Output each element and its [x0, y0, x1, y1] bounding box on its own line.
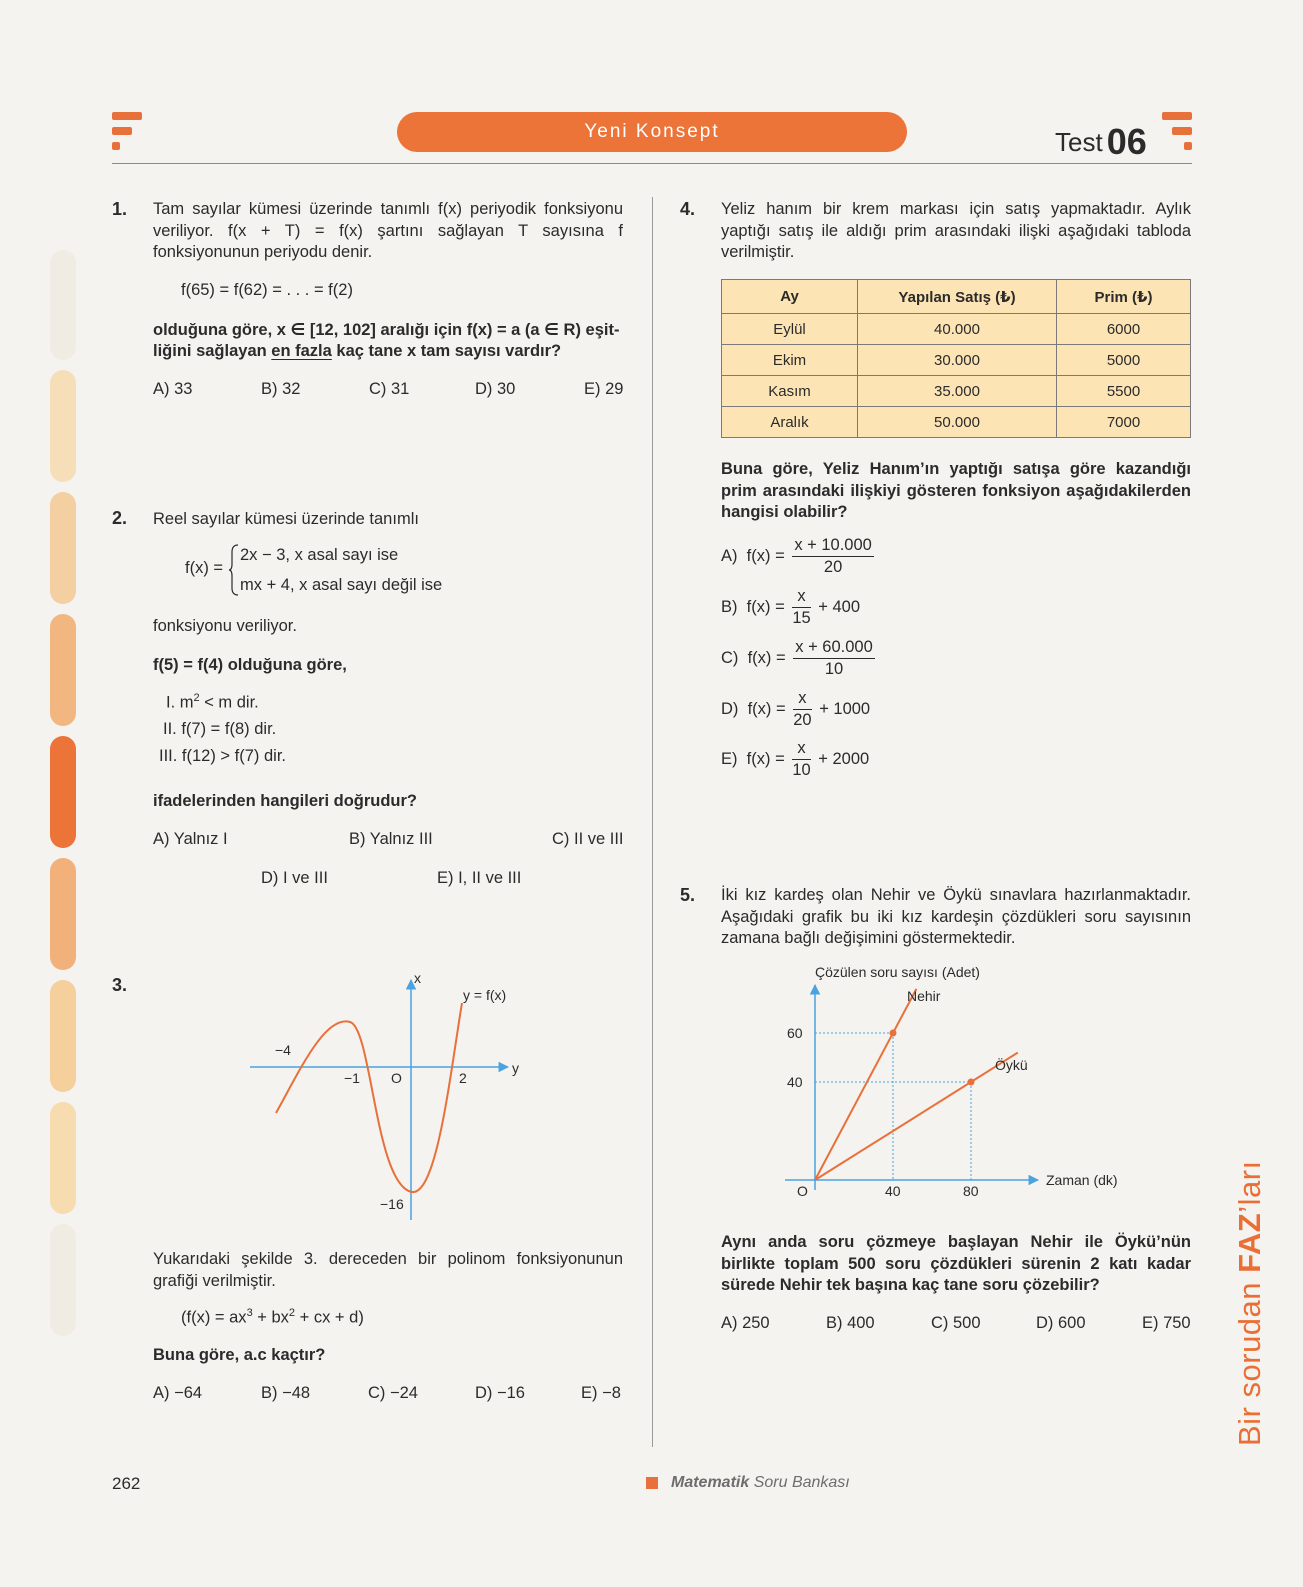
- tick-label: 2: [459, 1070, 467, 1086]
- question-text: İki kız kardeş olan Nehir ve Öykü sınavlara hazırlanmaktadır. Aşağıdaki grafik bu iki kız kardeşin çözdükleri soru sayısının zamana bağlı değişimini göstermektedir.: [721, 886, 1191, 947]
- function-name: f(x) =: [185, 559, 224, 577]
- option-label: E): [721, 749, 738, 768]
- question-condition: f(5) = f(4) olduğuna göre,: [153, 656, 347, 674]
- piecewise-case: 2x − 3, x asal sayı ise: [240, 546, 399, 564]
- eq-part: + cx + d): [295, 1308, 364, 1327]
- question-text: Yeliz hanım bir krem markası için satış yapmaktadır. Aylık yaptığı satış ile aldığı prim arasındaki ilişki aşağıdaki tabloda verilmiştir.: [721, 200, 1191, 261]
- question-text: fonksiyonu veriliyor.: [153, 617, 297, 635]
- exponent: 2: [193, 692, 200, 704]
- table-header: Yapılan Satış (₺): [858, 280, 1057, 314]
- option-addend: + 400: [818, 597, 861, 616]
- question-text: Reel sayılar kümesi üzerinde tanımlı: [153, 510, 419, 528]
- table-cell: 30.000: [858, 345, 1057, 376]
- book-title-rest: Soru Bankası: [749, 1474, 850, 1491]
- table-row: [722, 376, 1191, 407]
- question-number: 3.: [112, 975, 128, 995]
- option-addend: + 1000: [819, 699, 871, 718]
- emphasis-underlined: en fazla: [271, 342, 332, 360]
- piecewise-case: mx + 4, x asal sayı değil ise: [240, 576, 443, 594]
- side-tab: [50, 858, 76, 970]
- fraction: [793, 638, 875, 679]
- table-header: Ay: [722, 280, 858, 314]
- numerator: x: [793, 689, 811, 710]
- option-c[interactable]: C) −24: [368, 1384, 418, 1402]
- logo-bar: [112, 112, 142, 120]
- numerator: x: [792, 587, 810, 608]
- slogan-part: Bir sorudan: [1232, 1272, 1267, 1446]
- header-divider: [112, 163, 1192, 164]
- logo-bar: [1162, 112, 1192, 120]
- side-tab: [50, 370, 76, 482]
- book-title-bold: Matematik: [671, 1474, 750, 1491]
- option-d[interactable]: [721, 689, 870, 730]
- data-point: [890, 1030, 897, 1037]
- polynomial-equation: [181, 1307, 364, 1328]
- table-cell: 50.000: [858, 407, 1057, 438]
- question-text: Tam sayılar kümesi üzerinde tanımlı f(x) periyodik fonksiyonu veriliyor. f(x + T) = f(x) şartını sağlayan T sayısına f fonksiyonunun periyodu denir.: [153, 200, 623, 261]
- side-tab: [50, 1224, 76, 1336]
- x-tick-label: 40: [885, 1183, 901, 1199]
- option-b[interactable]: B) 400: [826, 1314, 875, 1332]
- table-cell: 35.000: [858, 376, 1057, 407]
- option-prefix: f(x) =: [746, 597, 785, 616]
- question-number: 1.: [112, 199, 128, 219]
- denominator: 10: [792, 761, 811, 779]
- numerator: x + 10.000: [792, 536, 874, 557]
- table-cell: Ekim: [722, 345, 858, 376]
- fraction: [792, 536, 874, 577]
- prompt-part: kaç tane x tam sayısı vardır?: [331, 342, 562, 360]
- option-a[interactable]: [721, 536, 877, 577]
- table-cell: Eylül: [722, 314, 858, 345]
- table-cell: 5500: [1057, 376, 1191, 407]
- logo-bar: [1184, 142, 1192, 150]
- slogan-bold: FAZ: [1232, 1212, 1267, 1273]
- option-d[interactable]: D) I ve III: [261, 869, 328, 887]
- side-tab-active: [50, 736, 76, 848]
- option-d[interactable]: D) 600: [1036, 1314, 1086, 1332]
- equation: f(65) = f(62) = . . . = f(2): [181, 281, 353, 299]
- tick-label: −1: [344, 1070, 360, 1086]
- y-axis-label: Çözülen soru sayısı (Adet): [815, 964, 980, 980]
- option-b[interactable]: B) −48: [261, 1384, 311, 1402]
- statement-part: I. m: [166, 693, 194, 712]
- test-word: Test: [1055, 127, 1103, 157]
- question-prompt: [153, 342, 561, 361]
- option-prefix: f(x) =: [746, 546, 785, 565]
- series-line-öykü: [815, 1053, 1018, 1180]
- option-b[interactable]: B) Yalnız III: [349, 830, 433, 848]
- question-text: Yukarıdaki şekilde 3. dereceden bir polinom fonksiyonunun grafiği verilmiştir.: [153, 1250, 623, 1290]
- side-tab: [50, 614, 76, 726]
- axis-label-x: x: [414, 975, 421, 986]
- numerator: x: [792, 739, 810, 760]
- series-label: Öykü: [995, 1057, 1028, 1073]
- table-cell: 6000: [1057, 314, 1191, 345]
- data-point: [968, 1079, 975, 1086]
- option-label: B): [721, 597, 738, 616]
- tick-label: −16: [380, 1196, 404, 1212]
- table-row: [722, 345, 1191, 376]
- option-d[interactable]: D) 30: [475, 380, 516, 398]
- option-d[interactable]: D) −16: [475, 1384, 525, 1402]
- fraction: [793, 689, 811, 730]
- option-e[interactable]: E) I, II ve III: [437, 869, 522, 887]
- option-a[interactable]: A) 250: [721, 1314, 770, 1332]
- y-tick-label: 40: [787, 1074, 803, 1090]
- option-label: C): [721, 648, 739, 667]
- origin-label: O: [391, 1070, 402, 1086]
- question-prompt: olduğuna göre, x ∈ [12, 102] aralığı için f(x) = a (a ∈ R) eşit-: [153, 321, 620, 339]
- piecewise-brace: [228, 544, 240, 596]
- option-a[interactable]: A) −64: [153, 1384, 203, 1402]
- denominator: 20: [793, 711, 812, 729]
- logo-bar: [1172, 127, 1192, 135]
- side-tab: [50, 1102, 76, 1214]
- eq-part: + bx: [252, 1308, 289, 1327]
- table-cell: 5000: [1057, 345, 1191, 376]
- question-number: 2.: [112, 508, 128, 528]
- option-c[interactable]: C) II ve III: [552, 830, 624, 848]
- column-divider: [652, 197, 653, 1447]
- exponent: 3: [246, 1307, 253, 1319]
- side-tab: [50, 250, 76, 360]
- numerator: x + 60.000: [793, 638, 875, 659]
- question-prompt: Buna göre, Yeliz Hanım’ın yaptığı satışa göre kazandığı prim arasındaki ilişkiyi gösteren fonksiyon aşağıdakilerden hangisi olabilir?: [721, 460, 1191, 521]
- fraction: [792, 739, 810, 780]
- exponent: 2: [288, 1307, 296, 1319]
- option-c[interactable]: C) 500: [931, 1314, 981, 1332]
- table-row: [722, 314, 1191, 345]
- eq-part: (f(x) = ax: [181, 1308, 247, 1327]
- cubic-graph: [240, 975, 540, 1230]
- statement-part: < m dir.: [199, 693, 259, 712]
- option-e[interactable]: E) 750: [1142, 1314, 1191, 1332]
- question-prompt: Buna göre, a.c kaçtır?: [153, 1346, 326, 1364]
- prompt-part: liğini sağlayan: [153, 342, 272, 360]
- series-label: Nehir: [907, 988, 941, 1004]
- test-number: 06: [1106, 121, 1147, 162]
- option-a[interactable]: A) 33: [153, 380, 193, 398]
- denominator: 20: [823, 558, 843, 576]
- function-label: y = f(x): [463, 987, 507, 1003]
- option-b[interactable]: B) 32: [261, 380, 301, 398]
- sales-table: [721, 279, 1191, 438]
- option-prefix: f(x) =: [747, 648, 786, 667]
- test-label: [1055, 118, 1147, 160]
- option-c[interactable]: C) 31: [369, 380, 410, 398]
- denominator: 10: [824, 660, 844, 678]
- statement-3: III. f(12) > f(7) dir.: [159, 747, 286, 765]
- option-prefix: f(x) =: [747, 699, 786, 718]
- table-cell: 7000: [1057, 407, 1191, 438]
- option-e[interactable]: E) −8: [581, 1384, 621, 1402]
- option-c[interactable]: [721, 638, 878, 679]
- option-b[interactable]: [721, 587, 860, 628]
- side-tab: [50, 980, 76, 1092]
- function-curve: [276, 1003, 462, 1192]
- tick-label: −4: [275, 1042, 291, 1058]
- option-label: A): [721, 546, 738, 565]
- x-tick-label: 80: [963, 1183, 979, 1199]
- question-prompt: ifadelerinden hangileri doğrudur?: [153, 792, 418, 810]
- option-prefix: f(x) =: [746, 749, 785, 768]
- option-e[interactable]: E) 29: [584, 380, 624, 398]
- table-cell: Kasım: [722, 376, 858, 407]
- question-number: 5.: [680, 885, 696, 905]
- footer-marker: [646, 1477, 658, 1489]
- page-number: 262: [112, 1474, 141, 1493]
- axis-label-y: y: [512, 1060, 519, 1076]
- origin-label: O: [797, 1183, 808, 1199]
- table-row: [722, 407, 1191, 438]
- slogan-part: ’ları: [1232, 1160, 1267, 1213]
- question-prompt: Aynı anda soru çözmeye başlayan Nehir ile Öykü’nün birlikte toplam 500 soru çözdükleri sürenin 2 katı kadar sürede Nehir tek başına kaç tane soru çözebilir?: [721, 1233, 1191, 1294]
- series-line-nehir: [815, 989, 916, 1180]
- table-cell: 40.000: [858, 314, 1057, 345]
- question-number: 4.: [680, 199, 696, 219]
- page-banner: Yeni Konsept: [397, 112, 907, 152]
- table-header: Prim (₺): [1057, 280, 1191, 314]
- table-header-row: [722, 280, 1191, 314]
- option-e[interactable]: [721, 739, 869, 780]
- x-axis-label: Zaman (dk): [1046, 1172, 1118, 1188]
- option-addend: + 2000: [818, 749, 870, 768]
- table-cell: Aralık: [722, 407, 858, 438]
- fraction: [792, 587, 810, 628]
- option-label: D): [721, 699, 739, 718]
- option-a[interactable]: A) Yalnız I: [153, 830, 228, 848]
- logo-bar: [112, 142, 120, 150]
- statement-2: II. f(7) = f(8) dir.: [163, 720, 277, 738]
- line-chart: [770, 960, 1140, 1200]
- denominator: 15: [792, 609, 811, 627]
- statement-1: [166, 692, 259, 713]
- book-title: [671, 1474, 850, 1492]
- side-tab: [50, 492, 76, 604]
- logo-bar: [112, 127, 132, 135]
- side-slogan: [1232, 1160, 1268, 1446]
- y-tick-label: 60: [787, 1025, 803, 1041]
